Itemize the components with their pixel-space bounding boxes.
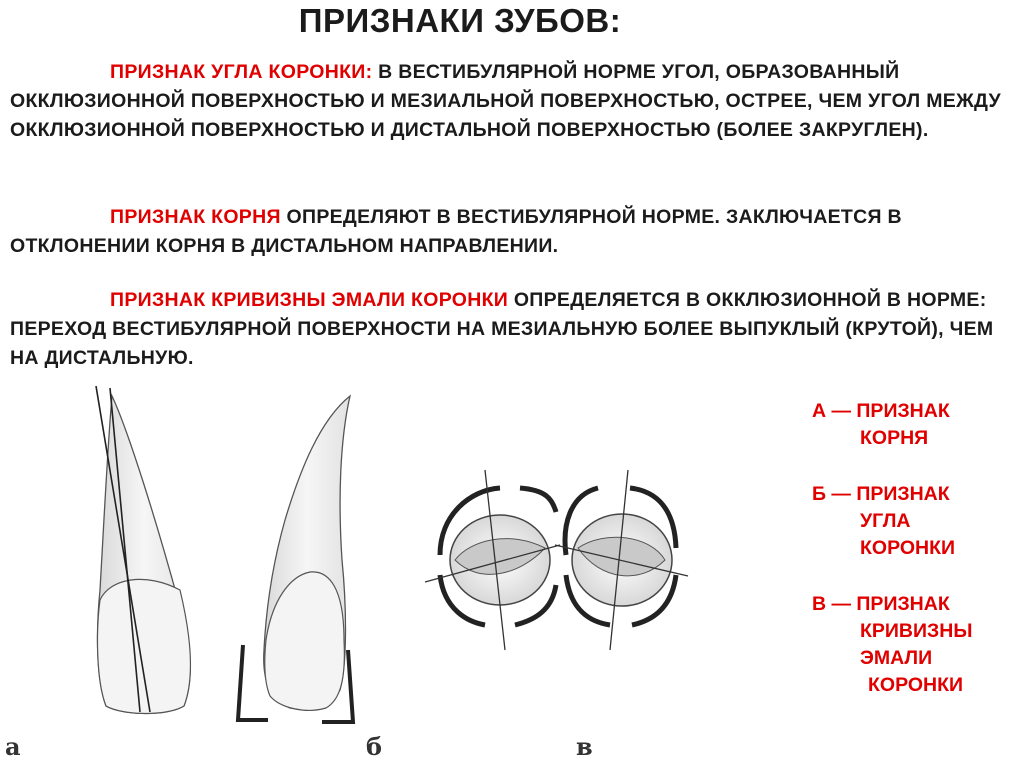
tooth-figure-a: [96, 386, 190, 714]
legend-line: КОРОНКИ: [868, 674, 963, 696]
tooth-figure-b: [238, 396, 353, 722]
occlusal-figure-right: [555, 470, 688, 650]
paragraph-lead: ПРИЗНАК КРИВИЗНЫ ЭМАЛИ КОРОНКИ: [110, 289, 509, 311]
legend-head: В — ПРИЗНАК: [812, 593, 950, 615]
legend-line: КОРНЯ: [860, 427, 929, 449]
figure-label-a: а: [5, 732, 21, 761]
occlusal-figure-left: [425, 470, 560, 650]
paragraph-lead: ПРИЗНАК УГЛА КОРОНКИ:: [110, 61, 373, 83]
legend-line: ЭМАЛИ: [860, 647, 933, 669]
figure-label-b: б: [366, 732, 383, 761]
figure-label-c: в: [576, 732, 593, 761]
legend-head: А — ПРИЗНАК: [812, 400, 950, 422]
legend-line: КРИВИЗНЫ: [860, 620, 973, 642]
legend-head: Б — ПРИЗНАК: [812, 483, 950, 505]
page-title: ПРИЗНАКИ ЗУБОВ:: [298, 2, 622, 39]
legend-item-a: [812, 398, 950, 452]
legend-line: КОРОНКИ: [860, 537, 955, 559]
legend-item-c: [812, 591, 972, 699]
paragraph-lead: ПРИЗНАК КОРНЯ: [110, 206, 281, 228]
paragraph-text: ОПРЕДЕЛЯЕТСЯ В ОККЛЮЗИОННОЙ В НОРМЕ: ПЕРЕХОД ВЕСТИБУЛЯРНОЙ ПОВЕРХНОСТИ НА МЕЗИАЛЬНУЮ БОЛЕЕ ВЫПУКЛЫЙ (КРУТОЙ), ЧЕМ НА ДИСТАЛЬНУЮ.: [10, 289, 994, 369]
paragraph-text: ОПРЕДЕЛЯЮТ В ВЕСТИБУЛЯРНОЙ НОРМЕ. ЗАКЛЮЧАЕТСЯ В ОТКЛОНЕНИИ КОРНЯ В ДИСТАЛЬНОМ НАПРАВЛЕНИИ.: [10, 206, 902, 257]
legend-line: УГЛА: [860, 510, 911, 532]
paragraph-text: В ВЕСТИБУЛЯРНОЙ НОРМЕ УГОЛ, ОБРАЗОВАННЫЙ ОККЛЮЗИОННОЙ ПОВЕРХНОСТЬЮ И МЕЗИАЛЬНОЙ ПОВЕРХНОСТЬЮ, ОСТРЕЕ, ЧЕМ УГОЛ МЕЖДУ ОККЛЮЗИОННОЙ ПОВЕРХНОСТЬЮ И ДИСТАЛЬНОЙ ПОВЕРХНОСТЬЮ (БОЛЕЕ ЗАКРУГЛЕН).: [10, 61, 1001, 141]
legend-item-b: [812, 481, 955, 562]
